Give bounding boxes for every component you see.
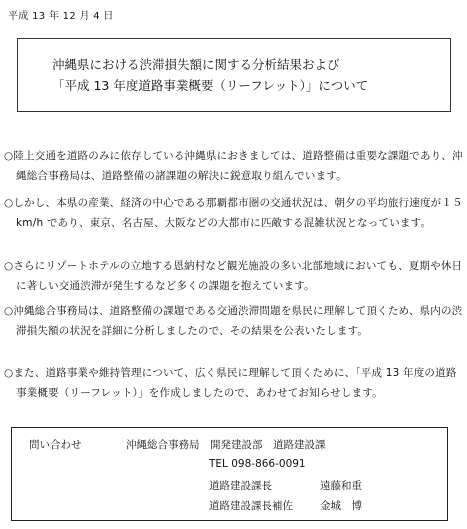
paragraph-text: ○しかし、本県の産業、経済の中心である那覇都市圏の交通状況は、朝夕の平均旅行速度が１５ km/h であり、東京、名古屋、大阪などの大都市に匹敵する混雑状況となっています。 [4,197,463,229]
contact-name-2: 金城 博 [320,500,362,512]
paragraph-3 [4,256,464,296]
paragraph-1 [4,146,464,186]
title-box [17,38,451,112]
paragraph-4 [4,301,464,341]
title-line-2: 「平成 13 年度道路事業概要（リーフレット）」について [52,78,369,93]
contact-role-1: 道路建設課長 [209,480,272,492]
contact-box [11,427,448,521]
paragraph-text: ○沖縄総合事務局は、道路整備の課題である交通渋滞問題を県民に理解して頂くため、県内の渋滞損失額の状況を詳細に分析しましたので、その結果を公表いたします。 [4,305,463,337]
contact-label: 問い合わせ [29,439,82,451]
contact-role-2: 道路建設課長補佐 [209,500,293,512]
paragraph-5 [4,363,464,403]
paragraph-text: ○陸上交通を道路のみに依存している沖縄県におきましては、道路整備は重要な課題であり、沖縄総合事務局は、道路整備の諸課題の解決に鋭意取り組んでいます。 [4,150,463,182]
paragraph-text: ○また、道路事業や維持管理について、広く県民に理解して頂くために、「平成 13 年度の道路事業概要（リーフレット）」を作成しましたので、あわせてお知らせします。 [4,367,457,399]
contact-phone: TEL 098-866-0091 [209,458,306,470]
contact-organization: 沖縄総合事務局 開発建設部 道路建設課 [126,439,326,451]
paragraph-text: ○さらにリゾートホテルの立地する恩納村など観光施設の多い北部地域においても、夏期や休日に著しい交通渋滞が発生するなど多くの課題を抱えています。 [4,260,463,292]
title-line-1: 沖縄県における渋滞損失額に関する分析結果および [52,57,340,72]
contact-name-1: 遠藤和重 [320,480,362,492]
paragraph-2 [4,193,464,233]
release-date: 平成 13 年 12 月 4 日 [8,11,114,22]
